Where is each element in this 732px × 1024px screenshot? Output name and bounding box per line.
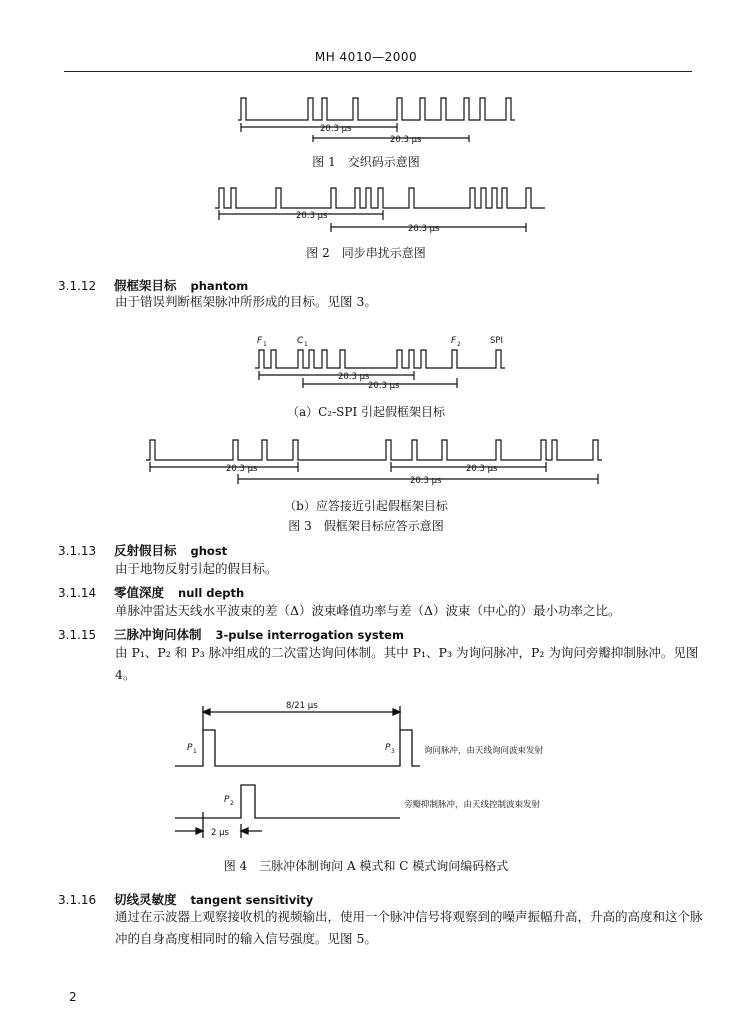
figure-4-three-pulse-format-diagram [0, 700, 732, 850]
fig1-label-a: 20.3 μs [320, 124, 352, 134]
figure-4-caption: 图 4 三脉冲体制询问 A 模式和 C 模式询问编码格式 [223, 859, 509, 873]
fig2-label-a: 20.3 μs [296, 211, 328, 221]
section-3-1-14-heading [58, 583, 244, 601]
fig4-p3-label: P [385, 743, 391, 753]
fig4-p2-subscript: 2 [230, 800, 234, 807]
fig3a-f1-subscript: 1 [263, 341, 267, 348]
section-number: 3.1.12 [58, 279, 97, 293]
fig3b-pulse-train [146, 440, 602, 460]
fig4-interrogation-pulses [175, 730, 420, 766]
fig2-label-b: 20.3 μs [408, 224, 440, 234]
section-term-english: tangent sensitivity [190, 893, 314, 907]
section-term: 反射假目标 [114, 543, 177, 558]
section-3-1-15-text: 由 P₁、P₂ 和 P₃ 脉冲组成的二次雷达询问体制。其中 P₁、P₃ 为询问脉冲，P₂ 为询问旁瓣抑制脉冲。见图 4。 [115, 645, 699, 682]
section-number: 3.1.14 [58, 586, 97, 600]
fig3a-pulse-train [255, 350, 505, 368]
figure-3b-caption: （b）应答接近引起假框架目标 [284, 499, 448, 513]
fig1-label-b: 20.3 μs [390, 135, 422, 145]
section-term-english: 3-pulse interrogation system [215, 628, 404, 642]
figure-3a-c2-spi-phantom-diagram [0, 330, 732, 410]
section-3-1-13-text: 由于地物反射引起的假目标。 [115, 561, 278, 576]
figure-3b-reply-proximity-phantom-diagram [0, 428, 732, 498]
fig4-p1-subscript: 1 [193, 748, 197, 755]
section-number: 3.1.13 [58, 544, 97, 558]
fig4-suppression-pulse [175, 785, 400, 818]
section-term: 切线灵敏度 [114, 892, 177, 907]
fig4-span-label: 8/21 μs [286, 701, 318, 711]
figure-3-caption: 图 3 假框架目标应答示意图 [288, 519, 444, 533]
page-number: 2 [69, 990, 77, 1004]
fig3a-f2-label: F [451, 336, 457, 346]
section-term-english: null depth [178, 586, 245, 600]
section-3-1-13-heading [58, 541, 227, 559]
header-rule [64, 71, 692, 72]
fig3a-c1-label: C [297, 336, 304, 346]
fig4-note-suppression: 旁瓣抑制脉冲，由天线控制波束发射 [404, 800, 541, 810]
section-number: 3.1.15 [58, 628, 97, 642]
fig1-pulse-train [238, 98, 515, 120]
fig3b-label-a: 20.3 μs [226, 464, 258, 474]
section-3-1-15-heading [58, 625, 404, 643]
fig4-p2-label: P [224, 795, 230, 805]
fig3a-f2-subscript: 2 [457, 341, 461, 348]
fig2-pulse-train [215, 188, 545, 208]
figure-2-caption: 图 2 同步串扰示意图 [306, 246, 426, 260]
fig3a-spi-label: SPI [490, 336, 504, 346]
fig4-p3-subscript: 3 [391, 748, 395, 755]
fig4-width-label: 2 μs [211, 828, 229, 838]
section-term: 零值深度 [114, 585, 165, 600]
fig3a-f1-label: F [257, 336, 263, 346]
figure-3a-caption: （a）C₂-SPI 引起假框架目标 [286, 405, 446, 419]
fig3b-label-b: 20.3 μs [466, 464, 498, 474]
section-term-english: phantom [190, 279, 249, 293]
fig3a-label-a: 20.3 μs [338, 372, 370, 382]
section-3-1-16-text: 通过在示波器上观察接收机的视频输出，使用一个脉冲信号将观察到的噪声振幅升高，升高的高度和这个脉冲的自身高度相同时的输入信号强度。见图 5。 [115, 909, 703, 946]
section-3-1-12-text: 由于错误判断框架脉冲所形成的目标。见图 3。 [115, 294, 377, 309]
section-number: 3.1.16 [58, 893, 97, 907]
section-3-1-14-text: 单脉冲雷达天线水平波束的差（Δ）波束峰值功率与差（Δ）波束（中心的）最小功率之比。 [115, 603, 621, 618]
fig3a-label-b: 20.3 μs [368, 381, 400, 391]
document-number: MH 4010—2000 [314, 50, 418, 64]
section-term: 三脉冲询问体制 [114, 627, 202, 642]
fig4-note-interrogation: 询问脉冲，由天线询问波束发射 [424, 746, 544, 756]
section-term-english: ghost [190, 544, 228, 558]
fig3b-label-c: 20.3 μs [410, 476, 442, 486]
figure-1-caption: 图 1 交织码示意图 [312, 155, 420, 169]
fig4-p1-label: P [187, 743, 193, 753]
section-term: 假框架目标 [114, 278, 177, 293]
fig3a-c1-subscript: 1 [304, 341, 308, 348]
